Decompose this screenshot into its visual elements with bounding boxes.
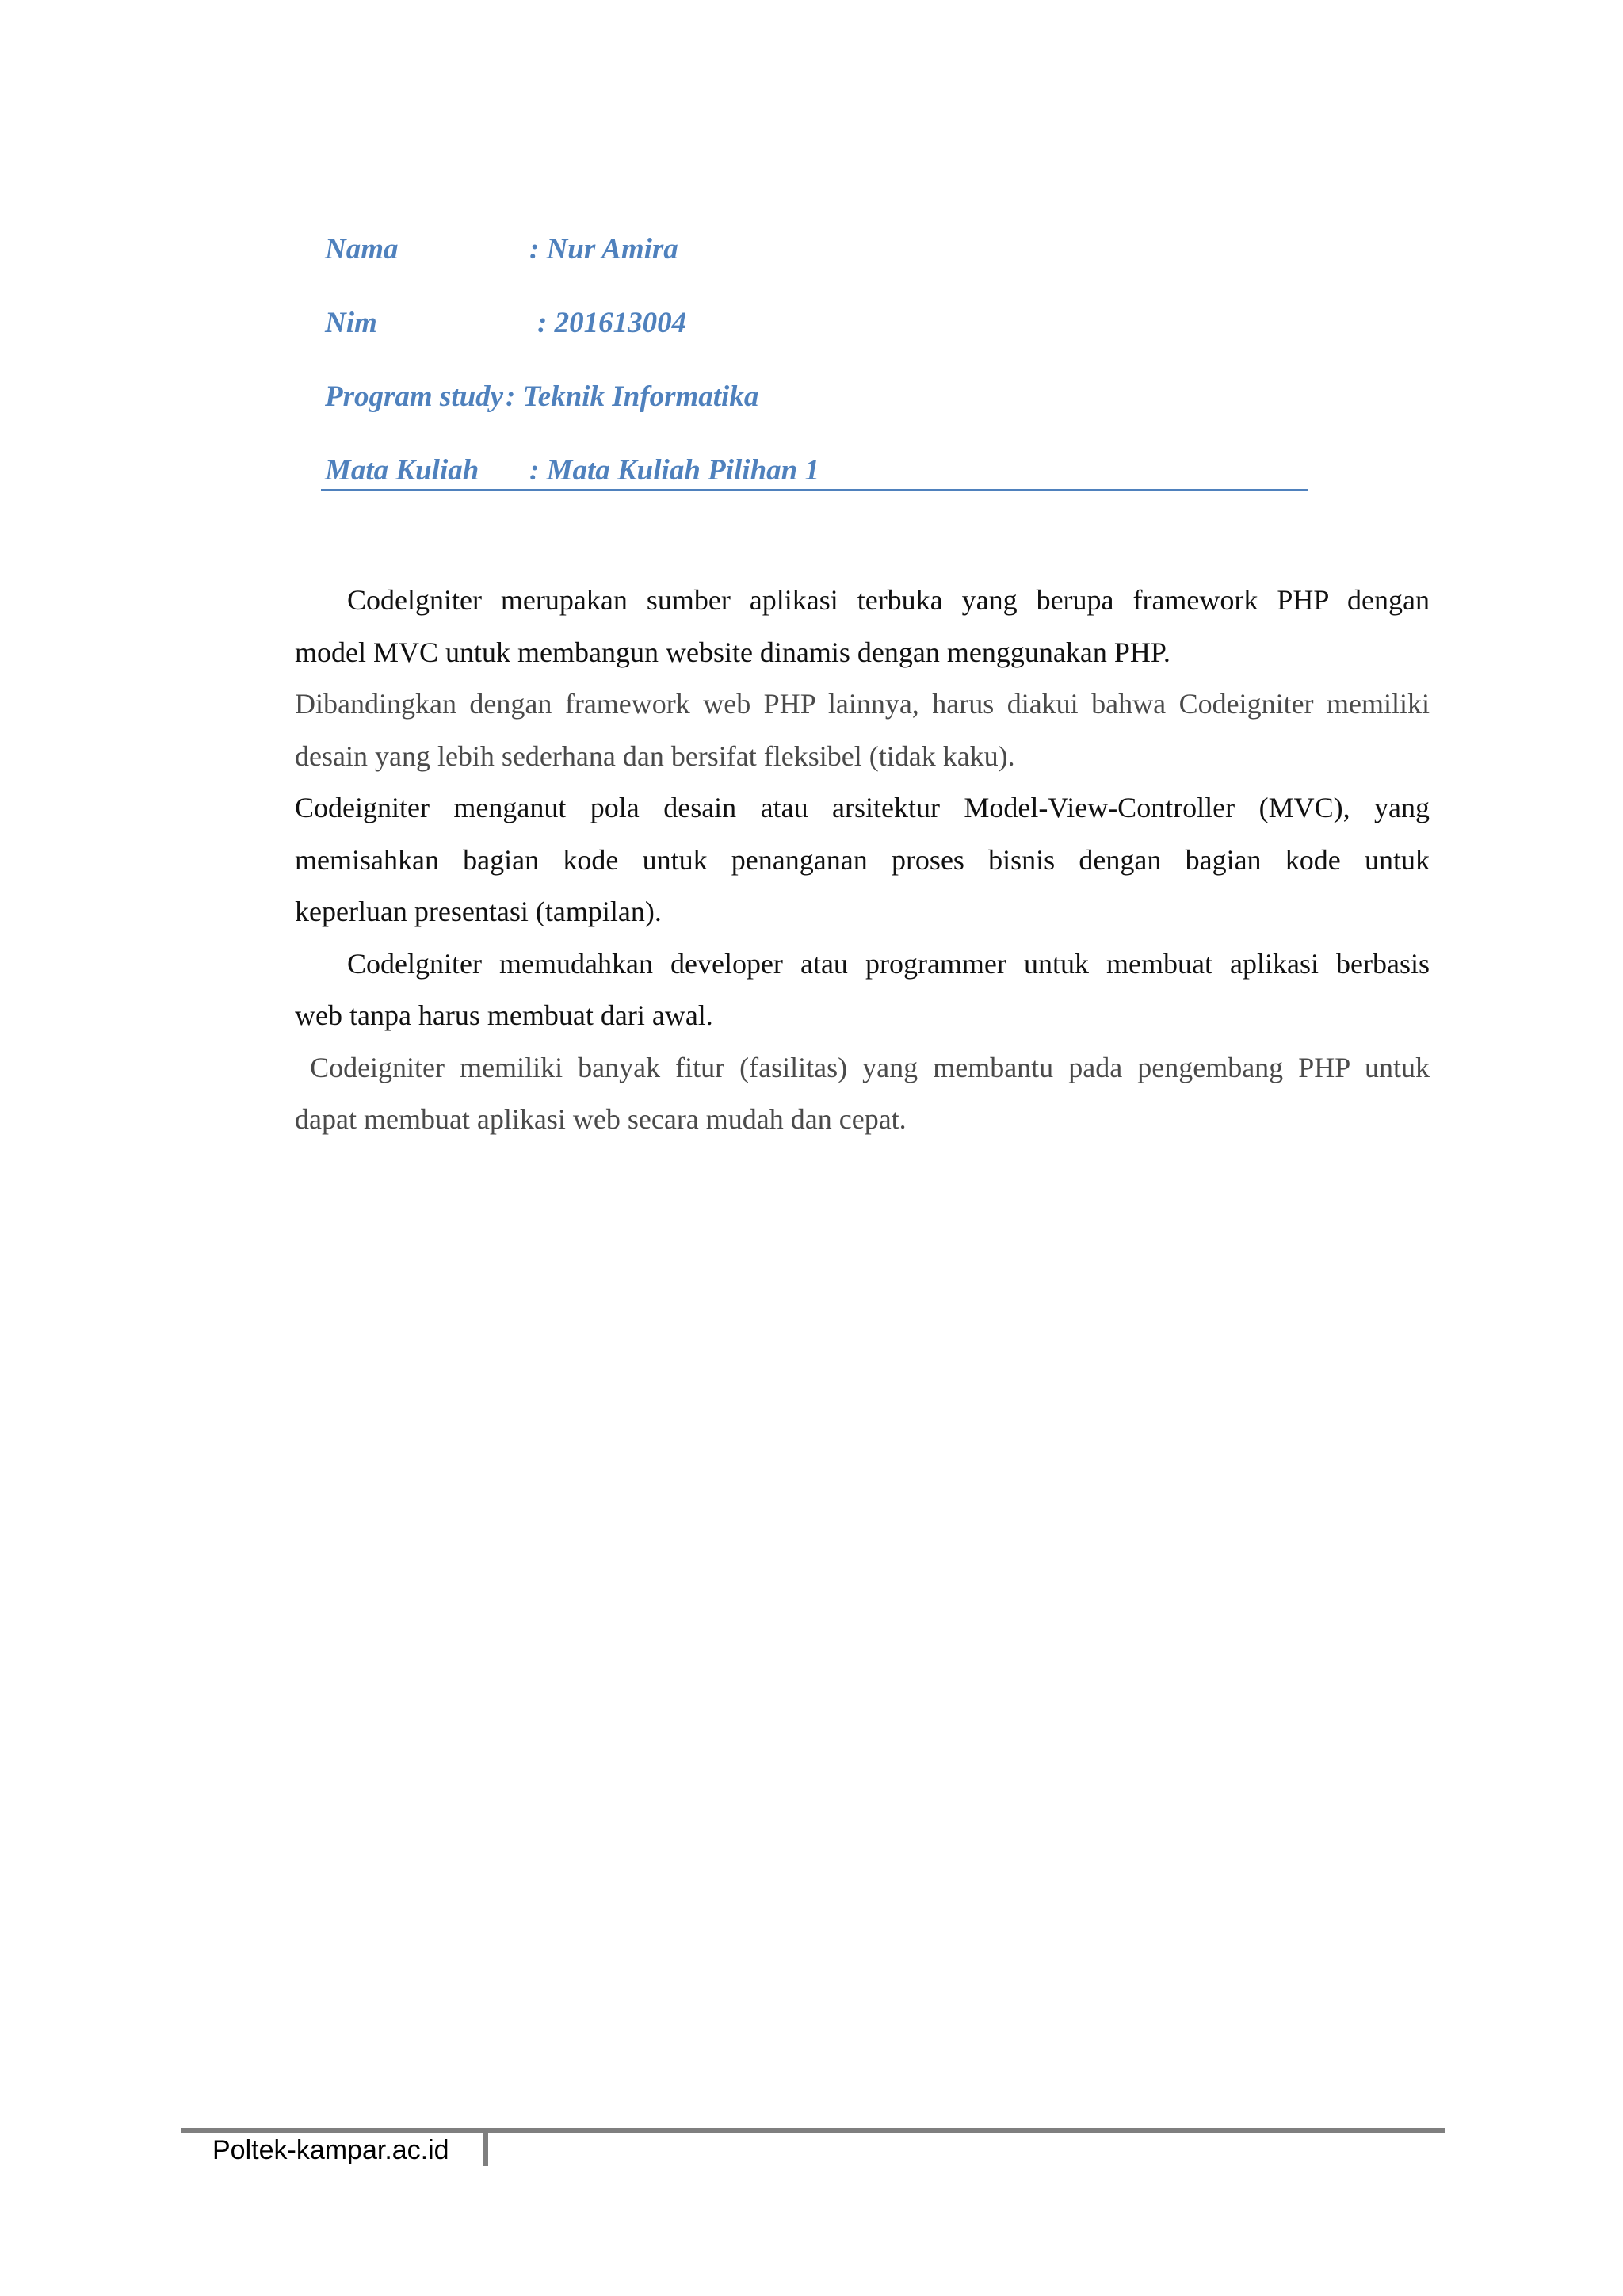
text-line: Codeigniter memiliki banyak fitur (fasilitas) yang membantu pada pengembang PHP untuk: [295, 1051, 1430, 1083]
footer-website: Poltek-kampar.ac.id: [212, 2135, 449, 2165]
body-text: [295, 575, 1430, 1146]
footer-divider: [483, 2133, 488, 2166]
paragraph-2: [295, 678, 1430, 782]
text-line: web tanpa harus membuat dari awal.: [295, 999, 713, 1031]
text-line: Dibandingkan dengan framework web PHP lainnya, harus diakui bahwa Codeigniter memiliki: [295, 688, 1430, 720]
info-value: : 201613004: [537, 307, 687, 339]
info-row-mata-kuliah: [325, 434, 1312, 507]
text-line: memisahkan bagian kode untuk penanganan proses bisnis dengan bagian kode untuk: [295, 843, 1430, 876]
text-line: desain yang lebih sederhana dan bersifat fleksibel (tidak kaku).: [295, 739, 1015, 772]
info-value: : Mata Kuliah Pilihan 1: [529, 454, 819, 487]
info-value: : Teknik Informatika: [506, 380, 759, 413]
info-row-nama: [325, 212, 1312, 286]
info-row-program-study: [325, 360, 1312, 434]
paragraph-5: [295, 1042, 1430, 1146]
text-line: dapat membuat aplikasi web secara mudah dan cepat.: [295, 1103, 907, 1135]
text-line: Codelgniter merupakan sumber aplikasi terbuka yang berupa framework PHP dengan: [347, 584, 1430, 616]
info-label: Mata Kuliah: [325, 454, 479, 487]
text-line: Codeigniter menganut pola desain atau arsitektur Model-View-Controller (MVC), yang: [295, 792, 1430, 823]
text-line: Codelgniter memudahkan developer atau programmer untuk membuat aplikasi berbasis: [347, 947, 1430, 980]
paragraph-1: [295, 575, 1430, 678]
info-label: Nim: [325, 307, 377, 339]
paragraph-4: [295, 938, 1430, 1042]
text-line: model MVC untuk membangun website dinamis dengan menggunakan PHP.: [295, 636, 1170, 668]
header-underline: [321, 489, 1308, 491]
student-info-block: [325, 212, 1312, 507]
paragraph-3: [295, 782, 1430, 938]
info-row-nim: [325, 286, 1312, 360]
info-label: Nama: [325, 233, 399, 266]
text-line: keperluan presentasi (tampilan).: [295, 896, 662, 927]
info-label: Program study: [325, 380, 504, 413]
info-value: : Nur Amira: [529, 233, 678, 266]
